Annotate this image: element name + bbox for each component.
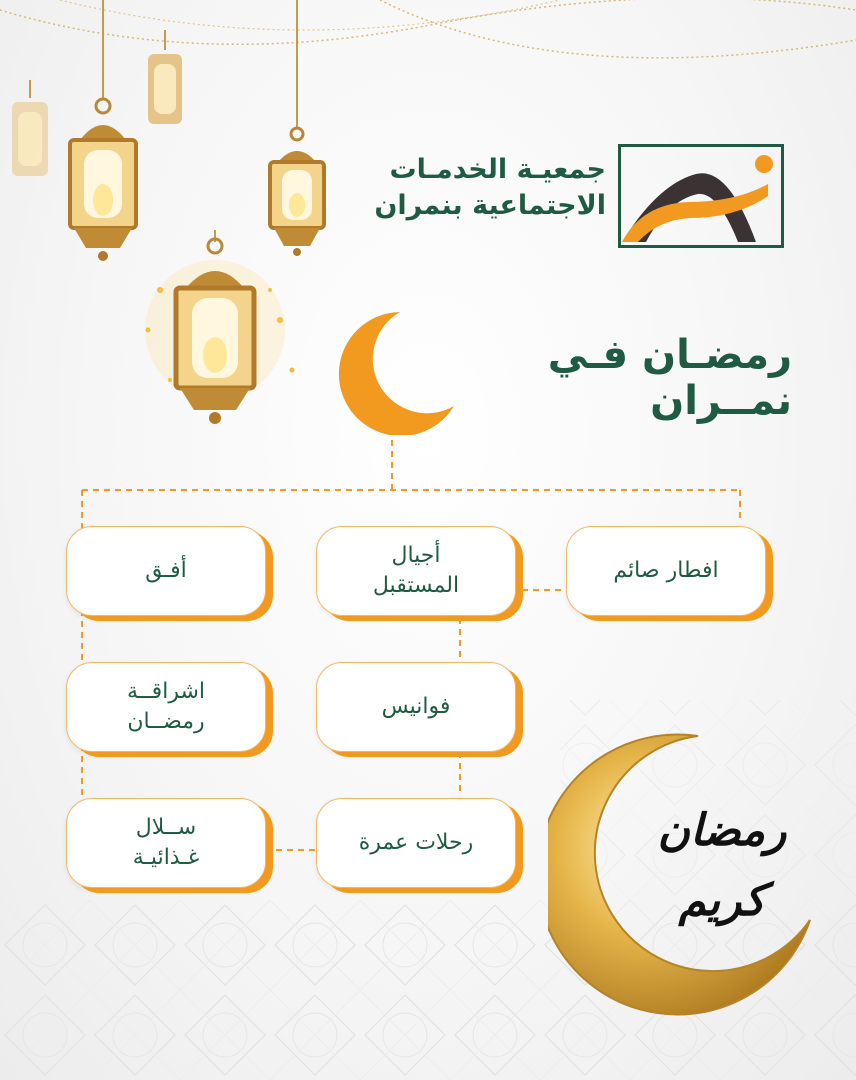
program-card-silal[interactable]	[66, 798, 266, 888]
program-card-ofoq[interactable]	[66, 526, 266, 616]
program-label: غـذائيـة	[132, 845, 200, 870]
program-label: المستقبل	[372, 573, 460, 598]
program-label: اشراقــة	[127, 679, 205, 704]
program-card-iftar[interactable]	[566, 526, 766, 616]
organization-name	[346, 152, 606, 224]
ramadan-kareem-calligraphy: رمضان كريم	[657, 805, 787, 926]
program-label: أجيال	[391, 543, 441, 568]
lantern-icon	[0, 80, 60, 190]
organization-name-line1: جمعيـة الخدمـات	[389, 154, 606, 185]
program-label: أفـق	[145, 558, 187, 583]
page-title: رمضـان فـي نمــران	[547, 332, 792, 424]
program-label: افطار صائم	[613, 558, 719, 583]
lantern-icon	[140, 30, 190, 140]
program-card-ishraqa[interactable]	[66, 662, 266, 752]
organization-name-line2: الاجتماعية بنمران	[374, 190, 606, 221]
lantern-icon	[120, 230, 310, 430]
program-card-fawanees[interactable]	[316, 662, 516, 752]
program-card-umrah[interactable]	[316, 798, 516, 888]
lantern-icon	[266, 0, 328, 260]
program-label: فوانيس	[381, 694, 451, 719]
organization-logo	[618, 144, 784, 248]
program-label: رمضــان	[127, 709, 205, 734]
program-label: رحلات عمرة	[358, 830, 474, 855]
program-label: ســلال	[135, 815, 197, 840]
program-card-ajyal[interactable]	[316, 526, 516, 616]
